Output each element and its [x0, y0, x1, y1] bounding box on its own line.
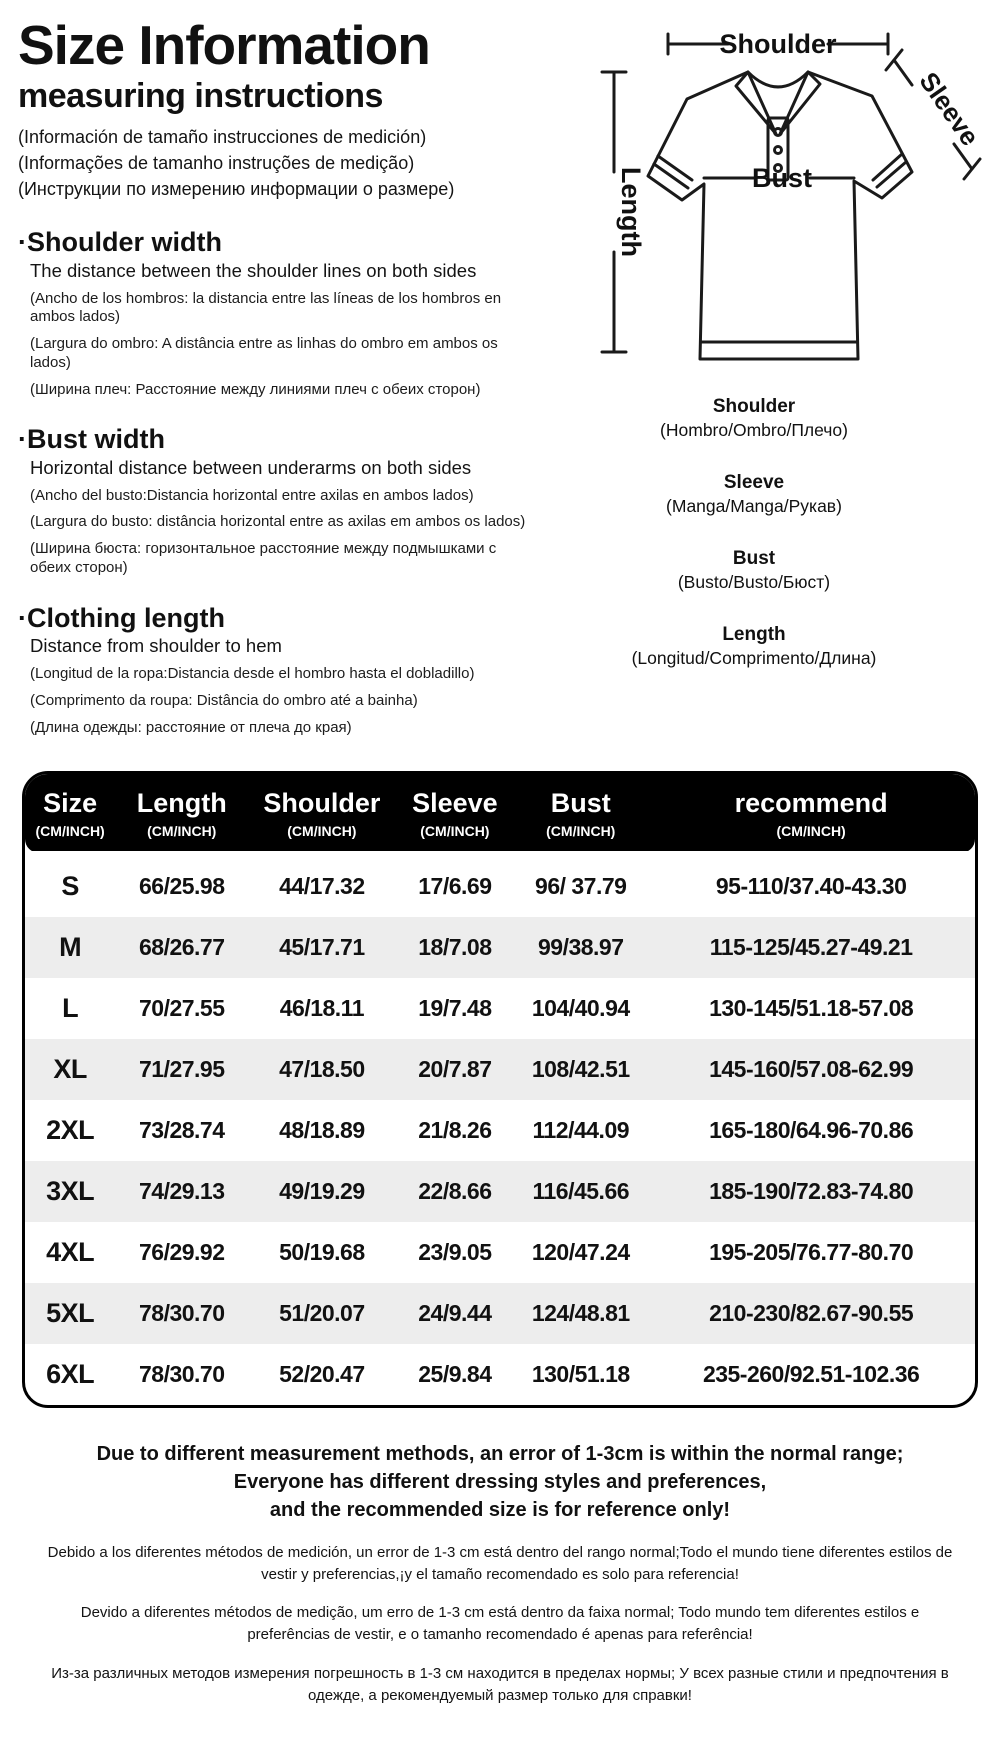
diagram-shoulder-label: Shoulder: [718, 29, 837, 59]
table-row: [25, 1161, 975, 1222]
footer-note-es: Debido a los diferentes métodos de medición, un error de 1-3 cm está dentro del rango normal;Todo el mundo tiene diferentes estilos de vestir y preferencias,¡y el tamaño recomendado es solo para referencia!: [47, 1543, 953, 1583]
title-translation-es: (Información de tamaño instrucciones de medición): [18, 127, 427, 147]
section-note-ru: (Ширина бюста: горизонтальное расстояние между подмышками с обеих сторон): [30, 540, 497, 576]
legend-bust: [548, 548, 960, 593]
legend-title: Shoulder: [712, 396, 796, 417]
legend-title: Bust: [732, 548, 776, 569]
cell-shoulder: 51/20.07: [279, 1299, 365, 1326]
cell-size: 2XL: [46, 1114, 95, 1145]
legend-sub: (Hombro/Ombro/Плечо): [660, 420, 848, 440]
col-header-size: [25, 774, 115, 853]
cell-sleeve: 20/7.87: [418, 1055, 492, 1082]
cell-size: XL: [53, 1053, 87, 1084]
cell-sleeve: 18/7.08: [418, 933, 492, 960]
col-name: recommend: [734, 788, 888, 819]
page-subtitle: measuring instructions: [18, 77, 383, 115]
diagram-bust-label: Bust: [751, 163, 812, 193]
diagram-sleeve-label: Sleeve: [912, 66, 985, 152]
cell-size: L: [62, 992, 79, 1023]
col-unit: (CM/INCH): [287, 822, 357, 839]
size-table-grid: [25, 774, 975, 1404]
cell-size: M: [59, 931, 82, 962]
col-unit: (CM/INCH): [546, 822, 616, 839]
section-note-pt: (Largura do busto: distância horizontal entre as axilas em ambos os lados): [30, 513, 526, 531]
cell-shoulder: 47/18.50: [279, 1055, 365, 1082]
cell-recommend: 165-180/64.96-70.86: [709, 1116, 914, 1143]
cell-length: 73/28.74: [138, 1116, 225, 1143]
legend-title: Sleeve: [723, 472, 785, 493]
cell-shoulder: 48/18.89: [279, 1116, 365, 1143]
cell-sleeve: 25/9.84: [418, 1360, 492, 1387]
footer-note-pt: Devido a diferentes métodos de medição, um erro de 1-3 cm está dentro da faixa normal; Todo mundo tem diferentes estilos e preferências de vestir, e o tamanho recomendado é apenas para referência!: [80, 1604, 920, 1644]
section-note-ru: (Длина одежды: расстояние от плеча до края): [30, 718, 352, 736]
legend-length: [548, 624, 960, 669]
size-table-body: [25, 853, 975, 1405]
footer-note-en: [0, 1440, 1000, 1525]
footer-en-line: Due to different measurement methods, an error of 1-3cm is within the normal range;: [96, 1442, 904, 1465]
cell-length: 66/25.98: [138, 872, 225, 899]
section-note-es: (Longitud de la ropa:Distancia desde el hombro hasta el dobladillo): [30, 665, 475, 683]
cell-shoulder: 49/19.29: [279, 1177, 365, 1204]
cell-size: 5XL: [46, 1297, 95, 1328]
cell-length: 76/29.92: [138, 1238, 225, 1265]
cell-length: 78/30.70: [138, 1299, 225, 1326]
table-row: [25, 917, 975, 978]
legend-sub: (Longitud/Comprimento/Длина): [631, 648, 877, 668]
diagram-column: [548, 10, 1000, 737]
col-name: Sleeve: [412, 788, 498, 819]
cell-length: 74/29.13: [138, 1177, 225, 1204]
cell-recommend: 210-230/82.67-90.55: [709, 1299, 914, 1326]
title-translation-ru: (Инструкции по измерению информации о размере): [18, 179, 455, 200]
cell-recommend: 235-260/92.51-102.36: [702, 1360, 920, 1387]
cell-sleeve: 24/9.44: [418, 1299, 492, 1326]
cell-length: 68/26.77: [138, 933, 225, 960]
col-header-bust: [514, 774, 647, 853]
cell-shoulder: 52/20.47: [279, 1360, 365, 1387]
col-name: Shoulder: [263, 788, 381, 819]
section-note-pt: (Comprimento da roupa: Distância do ombro até a bainha): [30, 691, 418, 709]
cell-length: 78/30.70: [138, 1360, 225, 1387]
cell-length: 70/27.55: [138, 994, 225, 1021]
section-desc: The distance between the shoulder lines on both sides: [30, 259, 477, 281]
cell-shoulder: 46/18.11: [279, 994, 364, 1021]
cell-size: 3XL: [46, 1175, 95, 1206]
section-title: ·Shoulder width: [18, 227, 222, 258]
footer-notes: [0, 1440, 1000, 1707]
cell-size: 6XL: [46, 1358, 95, 1389]
cell-sleeve: 19/7.48: [418, 994, 492, 1021]
col-name: Length: [136, 788, 227, 819]
title-translations: [18, 124, 544, 202]
cell-bust: 130/51.18: [531, 1360, 630, 1387]
cell-bust: 99/38.97: [537, 933, 624, 960]
table-row: [25, 1344, 975, 1405]
section-desc: Horizontal distance between underarms on both sides: [30, 456, 472, 478]
table-row: [25, 1100, 975, 1161]
cell-recommend: 130-145/51.18-57.08: [709, 994, 914, 1021]
section-desc: Distance from shoulder to hem: [30, 635, 282, 657]
title-translation-pt: (Informações de tamanho instruções de medição): [18, 153, 415, 174]
col-header-sleeve: [396, 774, 515, 853]
section-note-pt: (Largura do ombro: A distância entre as linhas do ombro em ambos os lados): [30, 335, 498, 371]
size-table-header: [25, 774, 975, 853]
section-bust-width: [18, 425, 544, 577]
cell-size: 4XL: [46, 1236, 95, 1267]
cell-shoulder: 44/17.32: [279, 872, 365, 899]
section-shoulder-width: [18, 228, 544, 399]
col-name: Bust: [550, 788, 611, 819]
legend-title: Length: [722, 624, 786, 645]
cell-recommend: 115-125/45.27-49.21: [709, 933, 913, 960]
cell-recommend: 185-190/72.83-74.80: [709, 1177, 914, 1204]
col-header-length: [115, 774, 248, 853]
cell-bust: 104/40.94: [531, 994, 630, 1021]
table-row: [25, 1283, 975, 1344]
cell-sleeve: 23/9.05: [418, 1238, 492, 1265]
top-section: [0, 10, 1000, 737]
legend-sleeve: [548, 472, 960, 517]
section-note-es: (Ancho del busto:Distancia horizontal entre axilas en ambos lados): [30, 486, 474, 504]
section-note-ru: (Ширина плеч: Расстояние между линиями плеч с обеих сторон): [30, 380, 481, 398]
size-table: [22, 771, 978, 1407]
col-name: Size: [43, 788, 98, 819]
table-row: [25, 1222, 975, 1283]
cell-bust: 96/ 37.79: [535, 872, 627, 899]
cell-sleeve: 22/8.66: [418, 1177, 492, 1204]
cell-size: S: [61, 870, 79, 901]
cell-recommend: 95-110/37.40-43.30: [715, 872, 907, 899]
col-unit: (CM/INCH): [420, 822, 490, 839]
col-unit: (CM/INCH): [147, 822, 217, 839]
col-header-shoulder: [248, 774, 395, 853]
legend-sub: (Manga/Manga/Рукав): [666, 496, 842, 516]
cell-shoulder: 45/17.71: [279, 933, 365, 960]
instructions-column: [0, 10, 548, 737]
cell-bust: 116/45.66: [532, 1177, 630, 1204]
polo-shirt-diagram: [552, 14, 997, 382]
page-title: Size Information: [18, 14, 430, 76]
col-unit: (CM/INCH): [35, 822, 105, 839]
cell-bust: 112/44.09: [532, 1116, 630, 1143]
col-unit: (CM/INCH): [776, 822, 846, 839]
diagram-length-label: Length: [615, 167, 646, 257]
cell-recommend: 145-160/57.08-62.99: [709, 1055, 914, 1082]
cell-sleeve: 21/8.26: [418, 1116, 492, 1143]
section-note-es: (Ancho de los hombros: la distancia entre las líneas de los hombros en ambos lados): [30, 289, 502, 326]
cell-bust: 120/47.24: [531, 1238, 630, 1265]
legend-sub: (Busto/Busto/Бюст): [677, 572, 831, 592]
shirt-outline: [648, 72, 912, 359]
diagram-legend: [548, 396, 1000, 669]
cell-bust: 108/42.51: [531, 1055, 630, 1082]
cell-bust: 124/48.81: [531, 1299, 630, 1326]
col-header-recommend: [647, 774, 975, 853]
cell-sleeve: 17/6.69: [418, 872, 492, 899]
cell-length: 71/27.95: [138, 1055, 225, 1082]
table-row: [25, 853, 975, 917]
cell-shoulder: 50/19.68: [279, 1238, 365, 1265]
footer-en-line: Everyone has different dressing styles and preferences,: [233, 1471, 767, 1494]
header-row: [25, 774, 975, 853]
section-title: ·Bust width: [18, 424, 165, 455]
legend-shoulder: [548, 396, 960, 441]
table-row: [25, 1039, 975, 1100]
footer-en-line: and the recommended size is for reference only!: [269, 1499, 731, 1522]
section-title: ·Clothing length: [18, 602, 225, 633]
cell-recommend: 195-205/76.77-80.70: [709, 1238, 914, 1265]
footer-note-ru: Из-за различных методов измерения погрешность в 1-3 см находится в пределах нормы; У всех разные стили и предпочтения в одежде, а рекомендуемый размер только для справки!: [51, 1664, 949, 1704]
section-clothing-length: [18, 604, 544, 738]
table-row: [25, 978, 975, 1039]
